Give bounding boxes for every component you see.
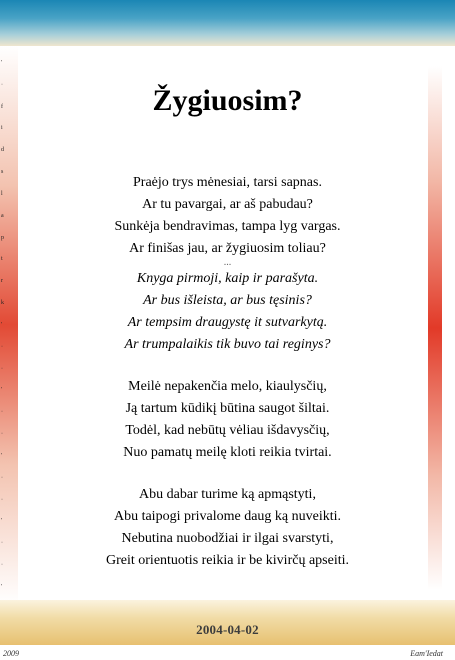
poem-line: Ar trumpalaikis tik buvo tai reginys? [124,337,331,352]
stanza-separator: ... [223,257,232,268]
poem-line: Nebutina nuobodžiai ir ilgai svarstyti, [121,531,334,546]
left-vertical-glyphs: ' · f i d s l a p t r k ' · · ' · · ' · · ' · · ' [1,60,4,590]
stanza-1 [60,172,395,260]
poem-line: Abu taipogi privalome daug ką nuveikti. [113,509,342,524]
poem-line: Todėl, kad nebūtų vėliau išdavysčių, [125,423,330,438]
poem-line: Ar tu pavargai, ar aš pabudau? [142,197,313,212]
poem-date: 2004-04-02 [196,622,259,637]
footer-year: 2009 [3,649,19,658]
poem-line: Ją tartum kūdikį būtina saugot šiltai. [125,401,330,416]
poem-body [60,172,395,572]
poem-line: Greit orientuotis reikia ir be kivirčų apseiti. [106,553,349,568]
poem-line: Abu dabar turime ką apmąstyti, [139,487,316,502]
poem-line: Knyga pirmoji, kaip ir parašyta. [136,271,319,286]
poem-line: Meilė nepakenčia melo, kiaulysčių, [128,379,327,394]
right-decorative-strip [428,66,442,590]
top-gradient-band [0,0,455,46]
poem-line: Ar tempsim draugystę it sutvarkytą. [127,315,328,330]
footer-signature: Eam'Iedat [410,649,443,658]
poem-line: Ar bus išleista, ar bus tęsinis? [143,293,312,308]
poem-line: Ar finišas jau, ar žygiuosim toliau? [129,241,326,256]
poem-line: Praėjo trys mėnesiai, tarsi sapnas. [133,175,322,190]
poem-title: Žygiuosim? [152,84,303,117]
stanza-3 [60,376,395,464]
poem-line: Nuo pamatų meilę kloti reikia tvirtai. [123,445,332,460]
stanza-4 [60,484,395,572]
stanza-2 [60,268,395,356]
poem-line: Sunkėja bendravimas, tampa lyg vargas. [114,219,341,234]
